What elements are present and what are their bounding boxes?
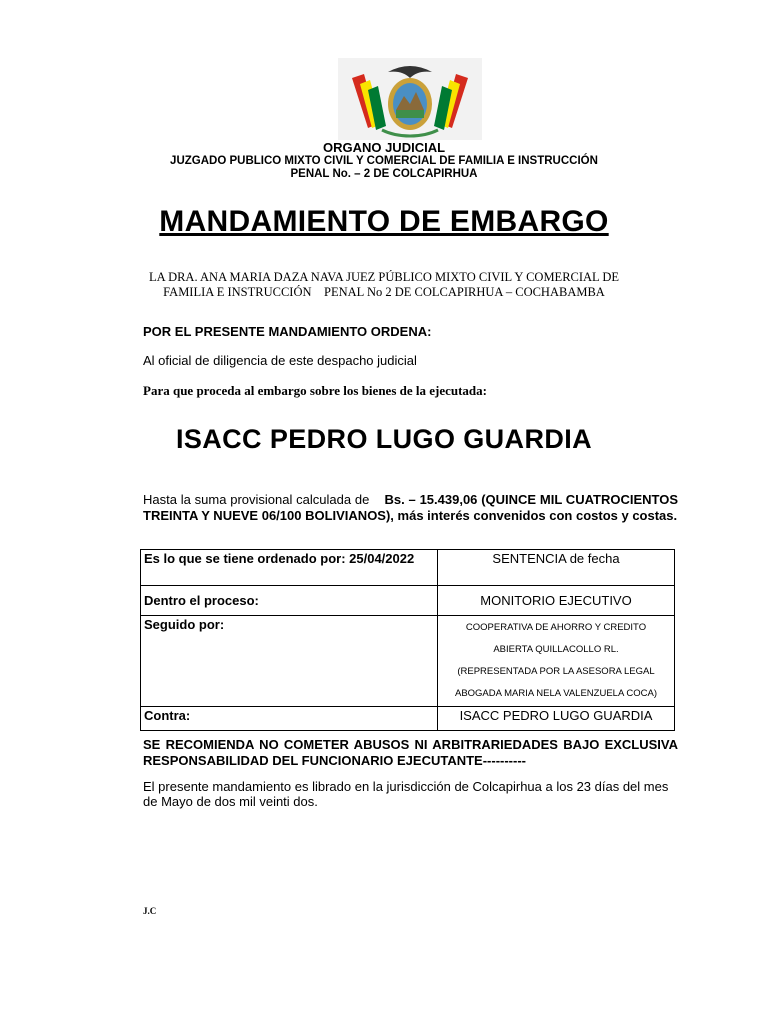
plaintiff-line-3: (REPRESENTADA POR LA ASESORA LEGAL [457,666,655,677]
followed-by-value [438,616,675,707]
plaintiff-line-1: COOPERATIVA DE AHORRO Y CREDITO [465,622,647,633]
organ-title: ORGANO JUDICIAL [322,140,446,155]
against-value: ISACC PEDRO LUGO GUARDIA [438,707,675,731]
followed-by-label: Seguido por: [141,616,438,707]
table-row [141,616,675,707]
against-label: Contra: [141,707,438,731]
issued-text: El presente mandamiento es librado en la jurisdicción de Colcapirhua a los 23 días del mes de Mayo de dos mil veinti dos. [143,779,669,809]
details-table [140,549,675,731]
court-name-line-1: JUZGADO PUBLICO MIXTO CIVIL Y COMERCIAL DE FAMILIA E INSTRUCCIÓN [170,155,598,167]
table-row [141,707,675,731]
officer-line: Al oficial de diligencia de este despacho judicial [143,353,417,368]
amount-value: Bs. – 15.439,06 (QUINCE MIL CUATROCIENTOS TREINTA Y NUEVE 06/100 BOLIVIANOS), más interés convenidos con costos y costas. [143,492,679,523]
warning-text: SE RECOMIENDA NO COMETER ABUSOS NI ARBITRARIEDADES BAJO EXCLUSIVA RESPONSABILIDAD DEL FUNCIONARIO EJECUTANTE---------- [143,737,678,768]
proceed-line: Para que proceda al embargo sobre los bienes de la ejecutada: [143,383,487,398]
process-value: MONITORIO EJECUTIVO [438,586,675,616]
plaintiff-line-4: ABOGADA MARIA NELA VALENZUELA COCA) [454,688,658,699]
debtor-name: ISACC PEDRO LUGO GUARDIA [175,424,593,454]
plaintiff-line-2: ABIERTA QUILLACOLLO RL. [493,644,619,655]
bolivia-coat-of-arms-icon [338,58,482,140]
amount-paragraph [143,492,678,524]
process-label: Dentro el proceso: [141,586,438,616]
table-row [141,550,675,586]
judge-line-2: FAMILIA E INSTRUCCIÓN PENAL No 2 DE COLCAPIRHUA – COCHABAMBA [163,285,605,299]
initials: J.C [143,906,157,916]
document-title: MANDAMIENTO DE EMBARGO [159,205,609,238]
order-heading: POR EL PRESENTE MANDAMIENTO ORDENA: [143,324,432,339]
amount-prefix: Hasta la suma provisional calculada de [143,492,370,507]
ordered-by-label: Es lo que se tiene ordenado por: 25/04/2022 [141,550,438,586]
table-row [141,586,675,616]
judge-line-1: LA DRA. ANA MARIA DAZA NAVA JUEZ PÚBLICO MIXTO CIVIL Y COMERCIAL DE [148,270,620,284]
ordered-by-value: SENTENCIA de fecha [438,550,675,586]
court-name-line-2: PENAL No. – 2 DE COLCAPIRHUA [290,168,478,180]
